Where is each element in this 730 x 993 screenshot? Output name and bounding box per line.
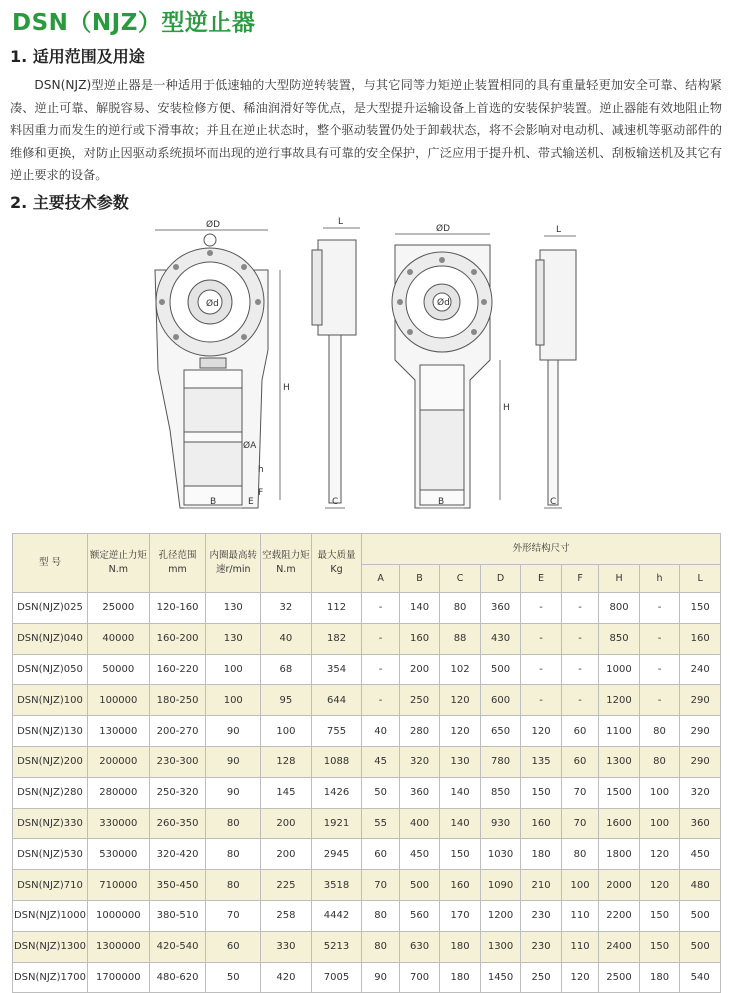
table-cell: 1921 [311, 808, 362, 839]
technical-drawings [140, 210, 610, 515]
table-row [13, 808, 721, 839]
table-cell: 2200 [599, 900, 640, 931]
table-cell: 88 [440, 623, 481, 654]
label-fig1-F: F [258, 488, 264, 498]
header-dim-B: B [399, 565, 440, 593]
table-cell: 1450 [480, 962, 521, 993]
table-cell: - [561, 623, 598, 654]
table-cell: 90 [206, 746, 261, 777]
table-cell: 140 [440, 777, 481, 808]
table-cell: - [639, 685, 680, 716]
model-cell: DSN(NJZ)1300 [13, 931, 88, 962]
table-cell: 1800 [599, 839, 640, 870]
table-cell: - [362, 685, 399, 716]
table-cell: 95 [261, 685, 312, 716]
table-cell: 80 [362, 900, 399, 931]
label-fig3-B: B [438, 497, 445, 507]
table-cell: 200 [261, 808, 312, 839]
table-cell: 1300 [480, 931, 521, 962]
table-cell: 50 [362, 777, 399, 808]
table-cell: 130 [206, 623, 261, 654]
header-dim-A: A [362, 565, 399, 593]
table-cell: 180 [639, 962, 680, 993]
label-fig4-L: L [556, 225, 562, 235]
table-cell: 100 [206, 654, 261, 685]
table-cell: 500 [399, 870, 440, 901]
table-cell: 250-320 [149, 777, 206, 808]
label-fig1-A: ØA [243, 441, 257, 451]
table-cell: 230-300 [149, 746, 206, 777]
table-cell: - [561, 685, 598, 716]
table-cell: 540 [680, 962, 721, 993]
header-torque: 额定逆止力矩N.m [87, 534, 149, 593]
table-cell: - [521, 654, 562, 685]
table-cell: 120 [639, 839, 680, 870]
table-cell: 100 [639, 808, 680, 839]
table-cell: 130 [206, 593, 261, 624]
table-cell: 80 [206, 870, 261, 901]
model-cell: DSN(NJZ)1700 [13, 962, 88, 993]
table-cell: 260-350 [149, 808, 206, 839]
header-noload-torque: 空载阻力矩N.m [261, 534, 312, 593]
table-cell: 600 [480, 685, 521, 716]
table-cell: 780 [480, 746, 521, 777]
header-mass: 最大质量Kg [311, 534, 362, 593]
table-cell: 60 [561, 746, 598, 777]
label-fig3-D: ØD [436, 224, 451, 234]
table-cell: 230 [521, 931, 562, 962]
table-cell: 45 [362, 746, 399, 777]
table-cell: 182 [311, 623, 362, 654]
table-cell: 170 [440, 900, 481, 931]
table-row [13, 870, 721, 901]
table-cell: 280000 [87, 777, 149, 808]
section-2-title: 2. 主要技术参数 [10, 193, 129, 212]
table-cell: 1300000 [87, 931, 149, 962]
table-cell: 200000 [87, 746, 149, 777]
table-cell: 160 [680, 623, 721, 654]
table-cell: 380-510 [149, 900, 206, 931]
table-cell: - [639, 593, 680, 624]
label-fig1-B: B [210, 497, 217, 507]
table-cell: 450 [399, 839, 440, 870]
label-fig1-h: h [258, 465, 264, 475]
header-dim-F: F [561, 565, 598, 593]
spec-table-body [13, 593, 721, 993]
table-cell: 400 [399, 808, 440, 839]
table-cell: 330 [261, 931, 312, 962]
label-fig4-C: C [550, 497, 557, 507]
table-cell: 258 [261, 900, 312, 931]
table-cell: 1030 [480, 839, 521, 870]
table-cell: 150 [521, 777, 562, 808]
header-dimensions: 外形结构尺寸 [362, 534, 721, 565]
table-cell: 100 [639, 777, 680, 808]
table-cell: - [521, 593, 562, 624]
table-cell: 200 [399, 654, 440, 685]
table-cell: - [639, 623, 680, 654]
table-row [13, 839, 721, 870]
model-cell: DSN(NJZ)040 [13, 623, 88, 654]
table-cell: 40 [362, 716, 399, 747]
table-cell: 68 [261, 654, 312, 685]
table-cell: 80 [206, 839, 261, 870]
table-cell: 320 [399, 746, 440, 777]
header-dim-h: h [639, 565, 680, 593]
table-cell: 290 [680, 746, 721, 777]
table-cell: 350-450 [149, 870, 206, 901]
table-cell: 90 [206, 716, 261, 747]
table-cell: 80 [639, 716, 680, 747]
table-cell: - [362, 593, 399, 624]
section-1-body: DSN(NJZ)型逆止器是一种适用于低速轴的大型防逆转装置，与其它同等力矩逆止装置相同的具有重量轻更加安全可靠、结构紧凑、逆止可靠、解脱容易、安装检修方便、稀油润滑好等优点，是大型提升运输设备上首选的安装保护装置。逆止器能有效地阻止物料因重力而发生的逆行或下滑事故；并且在逆止状态时，整个驱动装置仍处于卸载状态，将不会影响对电动机、减速机等驱动部件的维修和更换，对防止因驱动系统损坏而出现的逆行事故具有可靠的安全保护，广泛应用于提升机、带式输送机、刮板输送机及其它有逆止要求的设备。 [10, 78, 722, 182]
table-cell: 70 [206, 900, 261, 931]
table-cell: 530000 [87, 839, 149, 870]
model-cell: DSN(NJZ)330 [13, 808, 88, 839]
section-1-title: 1. 适用范围及用途 [10, 47, 145, 66]
table-cell: 1600 [599, 808, 640, 839]
figure-side-view-1 [312, 228, 360, 508]
table-cell: 50000 [87, 654, 149, 685]
table-cell: 2400 [599, 931, 640, 962]
table-cell: 60 [561, 716, 598, 747]
table-cell: 160 [399, 623, 440, 654]
table-cell: - [561, 593, 598, 624]
table-cell: 150 [680, 593, 721, 624]
table-cell: 80 [639, 746, 680, 777]
table-cell: 930 [480, 808, 521, 839]
table-cell: 128 [261, 746, 312, 777]
table-cell: 80 [440, 593, 481, 624]
figure-front-view-2 [392, 234, 500, 508]
table-cell: 650 [480, 716, 521, 747]
table-cell: 430 [480, 623, 521, 654]
model-cell: DSN(NJZ)025 [13, 593, 88, 624]
label-fig3-H: H [503, 403, 510, 413]
table-cell: 60 [206, 931, 261, 962]
table-cell: 850 [480, 777, 521, 808]
table-cell: 2500 [599, 962, 640, 993]
table-row [13, 593, 721, 624]
model-cell: DSN(NJZ)280 [13, 777, 88, 808]
table-cell: 330000 [87, 808, 149, 839]
table-cell: 320-420 [149, 839, 206, 870]
table-cell: 1100 [599, 716, 640, 747]
table-cell: 200 [261, 839, 312, 870]
table-row [13, 931, 721, 962]
table-cell: 755 [311, 716, 362, 747]
header-dim-H: H [599, 565, 640, 593]
table-cell: 90 [206, 777, 261, 808]
model-cell: DSN(NJZ)100 [13, 685, 88, 716]
table-cell: 150 [639, 931, 680, 962]
table-cell: 250 [399, 685, 440, 716]
table-cell: 160-200 [149, 623, 206, 654]
table-cell: 500 [480, 654, 521, 685]
table-cell: 140 [440, 808, 481, 839]
table-row [13, 777, 721, 808]
table-cell: 180 [440, 962, 481, 993]
table-cell: 7005 [311, 962, 362, 993]
table-cell: 480 [680, 870, 721, 901]
header-dim-D: D [480, 565, 521, 593]
table-cell: 120 [639, 870, 680, 901]
table-row [13, 623, 721, 654]
label-fig1-E: E [248, 497, 254, 507]
table-cell: 360 [399, 777, 440, 808]
table-cell: 290 [680, 685, 721, 716]
table-row [13, 746, 721, 777]
table-cell: 55 [362, 808, 399, 839]
label-fig2-L: L [338, 217, 344, 227]
table-cell: 150 [639, 900, 680, 931]
table-cell: 80 [561, 839, 598, 870]
table-cell: 50 [206, 962, 261, 993]
model-cell: DSN(NJZ)530 [13, 839, 88, 870]
table-cell: 700 [399, 962, 440, 993]
model-cell: DSN(NJZ)1000 [13, 900, 88, 931]
table-cell: 1500 [599, 777, 640, 808]
table-cell: 2000 [599, 870, 640, 901]
table-cell: 70 [561, 777, 598, 808]
table-cell: 644 [311, 685, 362, 716]
table-cell: 150 [440, 839, 481, 870]
table-row [13, 962, 721, 993]
table-cell: 240 [680, 654, 721, 685]
table-cell: 1090 [480, 870, 521, 901]
table-cell: 160 [440, 870, 481, 901]
table-row [13, 900, 721, 931]
table-cell: - [521, 685, 562, 716]
table-cell: - [521, 623, 562, 654]
table-cell: 250 [521, 962, 562, 993]
header-dim-E: E [521, 565, 562, 593]
model-cell: DSN(NJZ)200 [13, 746, 88, 777]
table-cell: 354 [311, 654, 362, 685]
table-cell: 120-160 [149, 593, 206, 624]
table-cell: 4442 [311, 900, 362, 931]
table-cell: 450 [680, 839, 721, 870]
table-cell: 1000000 [87, 900, 149, 931]
table-cell: 500 [680, 931, 721, 962]
table-cell: 420-540 [149, 931, 206, 962]
label-fig3-d: Ød [437, 298, 450, 308]
table-cell: 40 [261, 623, 312, 654]
model-cell: DSN(NJZ)710 [13, 870, 88, 901]
label-fig2-C: C [332, 497, 339, 507]
table-cell: 360 [680, 808, 721, 839]
table-cell: 1426 [311, 777, 362, 808]
page-title: DSN（NJZ）型逆止器 [12, 10, 256, 36]
table-cell: 32 [261, 593, 312, 624]
table-cell: 420 [261, 962, 312, 993]
table-cell: 110 [561, 931, 598, 962]
table-cell: 70 [362, 870, 399, 901]
table-cell: 120 [440, 716, 481, 747]
table-cell: 710000 [87, 870, 149, 901]
header-bore: 孔径范围mm [149, 534, 206, 593]
header-dim-L: L [680, 565, 721, 593]
table-row [13, 685, 721, 716]
label-fig1-H: H [283, 383, 290, 393]
table-cell: 60 [362, 839, 399, 870]
table-cell: 130000 [87, 716, 149, 747]
header-dim-C: C [440, 565, 481, 593]
table-cell: 140 [399, 593, 440, 624]
table-cell: 850 [599, 623, 640, 654]
model-cell: DSN(NJZ)130 [13, 716, 88, 747]
table-cell: 320 [680, 777, 721, 808]
table-cell: - [639, 654, 680, 685]
table-cell: 1700000 [87, 962, 149, 993]
table-cell: 120 [521, 716, 562, 747]
table-cell: 100 [206, 685, 261, 716]
table-cell: 1200 [480, 900, 521, 931]
table-cell: 5213 [311, 931, 362, 962]
table-row [13, 716, 721, 747]
table-cell: 112 [311, 593, 362, 624]
table-cell: 100 [261, 716, 312, 747]
table-cell: 102 [440, 654, 481, 685]
label-fig1-D: ØD [206, 220, 221, 230]
table-cell: 1000 [599, 654, 640, 685]
table-row [13, 654, 721, 685]
table-cell: 225 [261, 870, 312, 901]
table-cell: 280 [399, 716, 440, 747]
table-cell: - [362, 654, 399, 685]
table-cell: 2945 [311, 839, 362, 870]
table-cell: 200-270 [149, 716, 206, 747]
table-cell: 3518 [311, 870, 362, 901]
table-cell: 100000 [87, 685, 149, 716]
table-cell: 145 [261, 777, 312, 808]
header-model: 型 号 [13, 534, 88, 593]
table-cell: 135 [521, 746, 562, 777]
table-cell: 80 [362, 931, 399, 962]
table-cell: 160 [521, 808, 562, 839]
table-cell: 630 [399, 931, 440, 962]
table-cell: - [561, 654, 598, 685]
table-cell: 500 [680, 900, 721, 931]
table-cell: 100 [561, 870, 598, 901]
table-cell: 560 [399, 900, 440, 931]
table-cell: 480-620 [149, 962, 206, 993]
table-cell: 1300 [599, 746, 640, 777]
table-cell: 290 [680, 716, 721, 747]
table-cell: 230 [521, 900, 562, 931]
table-cell: 160-220 [149, 654, 206, 685]
table-cell: 360 [480, 593, 521, 624]
table-cell: 800 [599, 593, 640, 624]
table-cell: 120 [561, 962, 598, 993]
header-speed: 内圈最高转速r/min [206, 534, 261, 593]
table-cell: 110 [561, 900, 598, 931]
table-cell: 180-250 [149, 685, 206, 716]
label-fig1-d: Ød [206, 299, 219, 309]
table-cell: 80 [206, 808, 261, 839]
model-cell: DSN(NJZ)050 [13, 654, 88, 685]
table-cell: - [362, 623, 399, 654]
figure-side-view-2 [536, 236, 576, 508]
table-cell: 90 [362, 962, 399, 993]
table-cell: 180 [440, 931, 481, 962]
table-cell: 120 [440, 685, 481, 716]
table-cell: 1200 [599, 685, 640, 716]
table-cell: 70 [561, 808, 598, 839]
table-cell: 210 [521, 870, 562, 901]
table-cell: 130 [440, 746, 481, 777]
table-cell: 40000 [87, 623, 149, 654]
table-cell: 180 [521, 839, 562, 870]
table-cell: 25000 [87, 593, 149, 624]
spec-table [12, 533, 721, 993]
table-cell: 1088 [311, 746, 362, 777]
